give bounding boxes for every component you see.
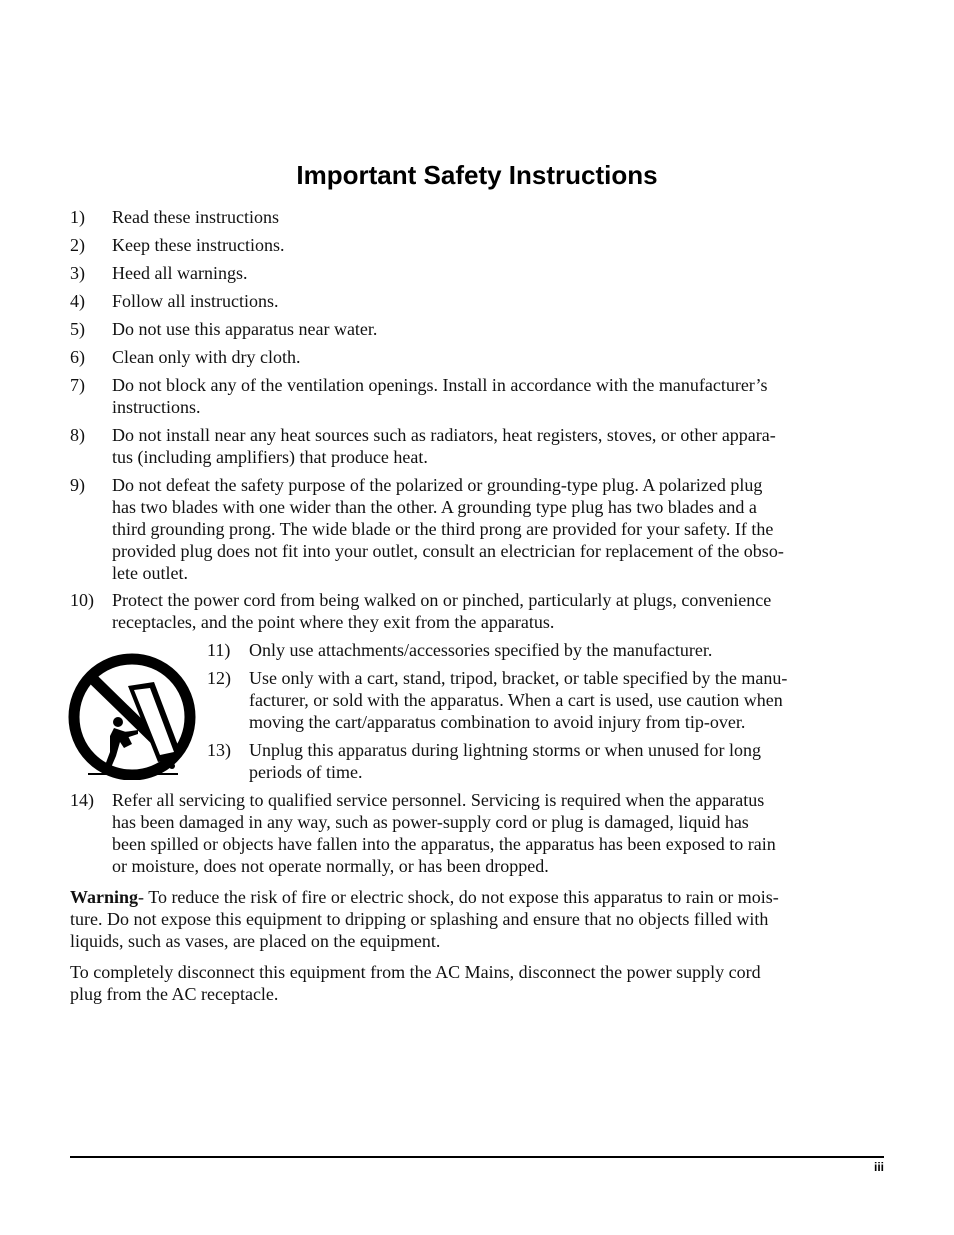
list-item-text xyxy=(112,589,886,633)
list-item-line: Do not use this apparatus near water. xyxy=(112,319,378,339)
list-item-line: Heed all warnings. xyxy=(112,263,248,283)
disconnect-line: To completely disconnect this equipment from the AC Mains, disconnect the power supply cord xyxy=(70,962,761,982)
list-item-line: periods of time. xyxy=(249,762,363,782)
list-item-line: Keep these instructions. xyxy=(112,235,285,255)
disconnect-line: plug from the AC receptacle. xyxy=(70,984,279,1004)
list-item-line: been spilled or objects have fallen into the apparatus, the apparatus has been exposed to rain xyxy=(112,834,776,854)
list-item-text xyxy=(112,234,886,256)
list-item xyxy=(70,290,886,312)
list-item-number: 3) xyxy=(70,263,85,283)
list-item-text xyxy=(249,739,886,783)
list-item xyxy=(70,474,886,584)
list-item xyxy=(70,589,886,633)
list-item-line: Follow all instructions. xyxy=(112,291,279,311)
list-item-number: 14) xyxy=(70,790,94,810)
list-item-line: Clean only with dry cloth. xyxy=(112,347,301,367)
list-item-number: 2) xyxy=(70,235,85,255)
list-item-line: has been damaged in any way, such as power-supply cord or plug is damaged, liquid has xyxy=(112,812,749,832)
list-item-line: Do not defeat the safety purpose of the polarized or grounding-type plug. A polarized plug xyxy=(112,475,763,495)
list-item xyxy=(207,639,886,661)
list-item-line: third grounding prong. The wide blade or the third prong are provided for your safety. If the xyxy=(112,519,774,539)
list-item-number: 5) xyxy=(70,319,85,339)
list-item xyxy=(70,424,886,468)
footer-rule xyxy=(70,1156,884,1158)
list-item-text xyxy=(112,206,886,228)
list-item-number: 9) xyxy=(70,475,85,495)
list-item-number: 6) xyxy=(70,347,85,367)
list-item-number: 13) xyxy=(207,740,231,760)
list-item-text xyxy=(249,667,886,733)
list-item xyxy=(70,234,886,256)
disconnect-paragraph xyxy=(70,961,886,1005)
list-item-number: 1) xyxy=(70,207,85,227)
warning-line: - To reduce the risk of fire or electric shock, do not expose this apparatus to rain or mois- xyxy=(138,887,779,907)
list-item-text xyxy=(112,290,886,312)
list-item-text xyxy=(112,474,886,584)
warning-line: ture. Do not expose this equipment to dripping or splashing and ensure that no objects filled with xyxy=(70,909,769,929)
page-number: iii xyxy=(873,1160,884,1174)
list-item-line: has two blades with one wider than the other. A grounding type plug has two blades and a xyxy=(112,497,757,517)
list-item-text xyxy=(112,318,886,340)
list-item xyxy=(70,789,886,877)
list-item-text xyxy=(249,639,886,661)
list-item-line: Do not block any of the ventilation openings. Install in accordance with the manufacturer’s xyxy=(112,375,768,395)
list-item xyxy=(70,374,886,418)
list-item-line: or moisture, does not operate normally, or has been dropped. xyxy=(112,856,549,876)
list-item-line: Protect the power cord from being walked on or pinched, particularly at plugs, convenience xyxy=(112,590,772,610)
list-item-text xyxy=(112,346,886,368)
list-item-line: Refer all servicing to qualified service personnel. Servicing is required when the apparatus xyxy=(112,790,765,810)
list-item-line: Read these instructions xyxy=(112,207,279,227)
page-title: Important Safety Instructions xyxy=(296,160,658,190)
list-item-line: Use only with a cart, stand, tripod, bracket, or table specified by the manu- xyxy=(249,668,788,688)
list-item-number: 7) xyxy=(70,375,85,395)
list-item xyxy=(70,318,886,340)
list-item-number: 4) xyxy=(70,291,85,311)
warning-label: Warning xyxy=(70,887,139,907)
list-item-text xyxy=(112,424,886,468)
list-item-line: moving the cart/apparatus combination to avoid injury from tip-over. xyxy=(249,712,746,732)
list-item-number: 8) xyxy=(70,425,85,445)
list-item-text xyxy=(112,262,886,284)
list-item xyxy=(70,206,886,228)
list-item xyxy=(207,667,886,733)
no-cart-tip-over-icon xyxy=(66,652,200,780)
list-item-line: facturer, or sold with the apparatus. When a cart is used, use caution when xyxy=(249,690,783,710)
list-item-text xyxy=(112,789,886,877)
list-item xyxy=(70,262,886,284)
list-item-number: 12) xyxy=(207,668,231,688)
list-item-line: provided plug does not fit into your outlet, consult an electrician for replacement of the obso- xyxy=(112,541,784,561)
list-item-line: lete outlet. xyxy=(112,563,188,583)
list-item-number: 10) xyxy=(70,590,94,610)
list-item-text xyxy=(112,374,886,418)
warning-line: liquids, such as vases, are placed on the equipment. xyxy=(70,931,441,951)
list-item-line: Unplug this apparatus during lightning storms or when unused for long xyxy=(249,740,761,760)
list-item xyxy=(207,739,886,783)
list-item-line: Only use attachments/accessories specified by the manufacturer. xyxy=(249,640,713,660)
list-item-line: receptacles, and the point where they exit from the apparatus. xyxy=(112,612,555,632)
list-item-line: instructions. xyxy=(112,397,201,417)
list-item-line: Do not install near any heat sources such as radiators, heat registers, stoves, or other appara- xyxy=(112,425,776,445)
list-item-line: tus (including amplifiers) that produce heat. xyxy=(112,447,428,467)
list-item-number: 11) xyxy=(207,640,231,660)
warning-paragraph xyxy=(70,886,886,952)
list-item xyxy=(70,346,886,368)
